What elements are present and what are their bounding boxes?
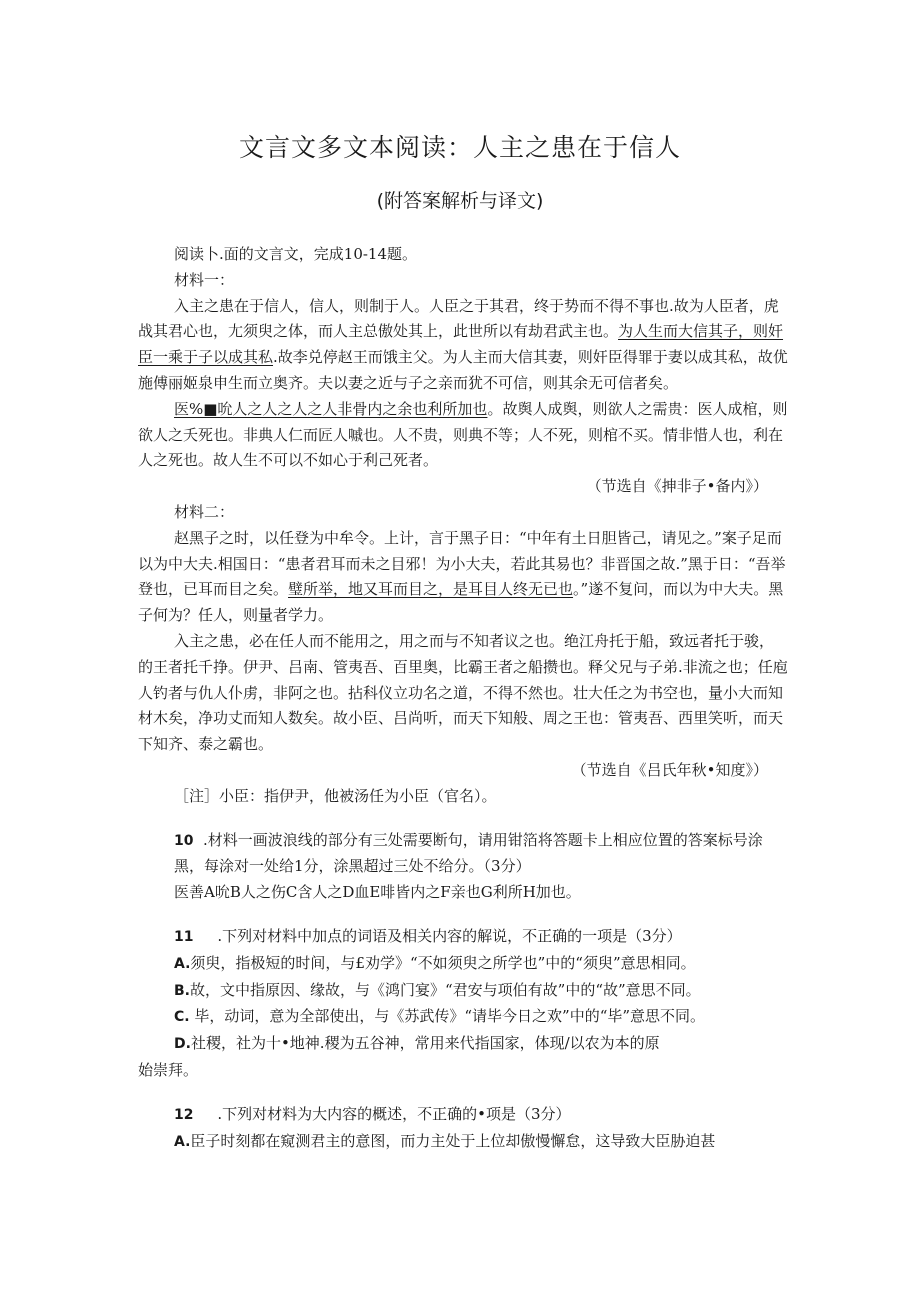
option-b[interactable]: [138, 978, 788, 1005]
question-number: 12: [174, 1106, 194, 1123]
option-label: C.: [174, 1009, 190, 1026]
question-12: [138, 1102, 788, 1129]
question-number: 11: [174, 928, 194, 945]
material-one-p1-text-b: .故李兑停赵王而饿主父。为人主而大信其妻，则奸臣得罪于妻以成其私，故优施傅丽姬泉申生而立奥齐。夫以妻之近与子之亲而犹不可信，则其余无可信者矣。: [138, 348, 788, 392]
option-a[interactable]: [138, 1129, 788, 1156]
option-d[interactable]: [138, 1031, 788, 1058]
page-title: 文言文多文本阅读：人主之患在于信人: [238, 133, 681, 162]
material-two-source: （节选自《吕氏年秋•知度》）: [571, 760, 768, 779]
option-text: 社稷，社为十•地神.稷为五谷神，常用来代指国家，体现/以农为本的原: [190, 1034, 660, 1053]
wavy-line-passage: 医%■吮人之人之人之人非骨内之余也利所加也: [174, 399, 488, 418]
option-a[interactable]: [138, 951, 788, 978]
material-one-paragraph-1: [138, 294, 788, 397]
material-one-p2-text: 。故舆人成舆，则欲人之需贵：医人成棺，则欲人之夭死也。非典人仁而匠人嘁也。人不贵，则典不等；人不死，则棺不买。情非惜人也，利在人之死也。故人生不可以不如心于利己死者。: [138, 399, 788, 470]
material-one-source: （节选自《抻非子•备内》）: [586, 477, 768, 496]
material-one-label: 材料一：: [174, 270, 235, 289]
option-text: 臣子时刻都在窥测君主的意图，而力主处于上位却傲慢懈怠，这导致大臣胁迫甚: [190, 1131, 716, 1150]
material-two-paragraph-1: [138, 526, 788, 629]
underlined-sentence: 为人生而大信其子，则奸臣一乘于子以成其私: [138, 322, 784, 367]
question-10-answer-line: 医善A吮B人之伤C含人之D血E啡皆内之F亲也G利所H加也。: [174, 883, 581, 902]
material-two-p1-text-a: 赵黑子之时，以任登为中牟令。上计，言于黑子日：“中年有土日胆皆己，请见之。”案子足而以为中大夫.相国日：“患者君耳而未之目邪！为小大夫，若此其易也？非晋国之故.”黑于日：“吾举登也，已耳而目之矣。: [138, 528, 786, 599]
reading-instruction: 阅读卜.面的文言文，完成10-14题。: [174, 245, 418, 263]
option-c[interactable]: [138, 1004, 788, 1031]
underlined-sentence: 璧所举，地又耳而目之，是耳目人终无已也: [288, 580, 574, 599]
page-subtitle: (附答案解析与译文): [376, 190, 544, 212]
question-text: .材料一画波浪线的部分有三处需要断句，请用钳箔将答题卡上相应位置的答案标号涂黑，每涂对一处给1分，涂黑超过三处不给分。（3分）: [174, 830, 763, 876]
option-text: 毕，动词，意为全部使出，与《苏武传》“请毕今日之欢”中的“毕”意思不同。: [189, 1007, 706, 1026]
question-text: .下列对材料为大内容的概述，不正确的•项是（3分）: [217, 1104, 571, 1123]
question-number: 10: [174, 832, 194, 849]
material-two-paragraph-2: 入主之患，必在任人而不能用之，用之而与不知者议之也。绝江舟托于船，致远者托于骏，的王者托千挣。伊尹、吕南、管夷吾、百里奥，比霸王者之船攒也。释父兄与子弟.非流之也；任庖人钓者与仇人仆虏，非阿之也。拈科仪立功名之道，不得不然也。壮大任之为书空也，量小大而知材木矣，净功丈而知人数矣。故小臣、吕尚听，而天下知般、周之王也：管夷吾、西里笑听，而天下知齐、泰之霸也。: [138, 631, 788, 754]
option-text: 故，文中指原因、缘故，与《鸿门宴》“君安与项伯有故”中的“故”意思不同。: [190, 980, 701, 999]
annotation-note: ［注］小臣：指伊尹，他被汤任为小臣（官名）。: [174, 786, 497, 805]
option-label: B.: [174, 982, 190, 999]
material-two-p1-text-b: 。”遂不复问，而以为中大夫。黑子何为？任人，则量者学力。: [138, 580, 784, 625]
question-10: [138, 828, 788, 881]
question-11: [138, 924, 788, 951]
document-body: [138, 242, 788, 1155]
material-one-p1-text-a: 入主之患在于信人，信人，则制于人。人臣之于其君，终于势而不得不事也.故为人臣者，虎战其君心也，尢须臾之体，而人主总傲处其上，此世所以有劫君武主也。: [138, 296, 779, 341]
option-d-continuation: 始崇拜。: [138, 1060, 199, 1079]
material-two-label: 材料二：: [174, 502, 235, 521]
option-label: D.: [174, 1036, 191, 1053]
question-text: .下列对材料中加点的词语及相关内容的解说，不正确的一项是（3分）: [217, 926, 682, 945]
material-one-paragraph-2: [138, 397, 788, 474]
option-text: 须臾，指极短的时间，与£劝学》“不如须臾之所学也”中的“须臾”意思相同。: [190, 953, 696, 972]
option-label: A.: [174, 1133, 191, 1150]
option-label: A.: [174, 955, 191, 972]
